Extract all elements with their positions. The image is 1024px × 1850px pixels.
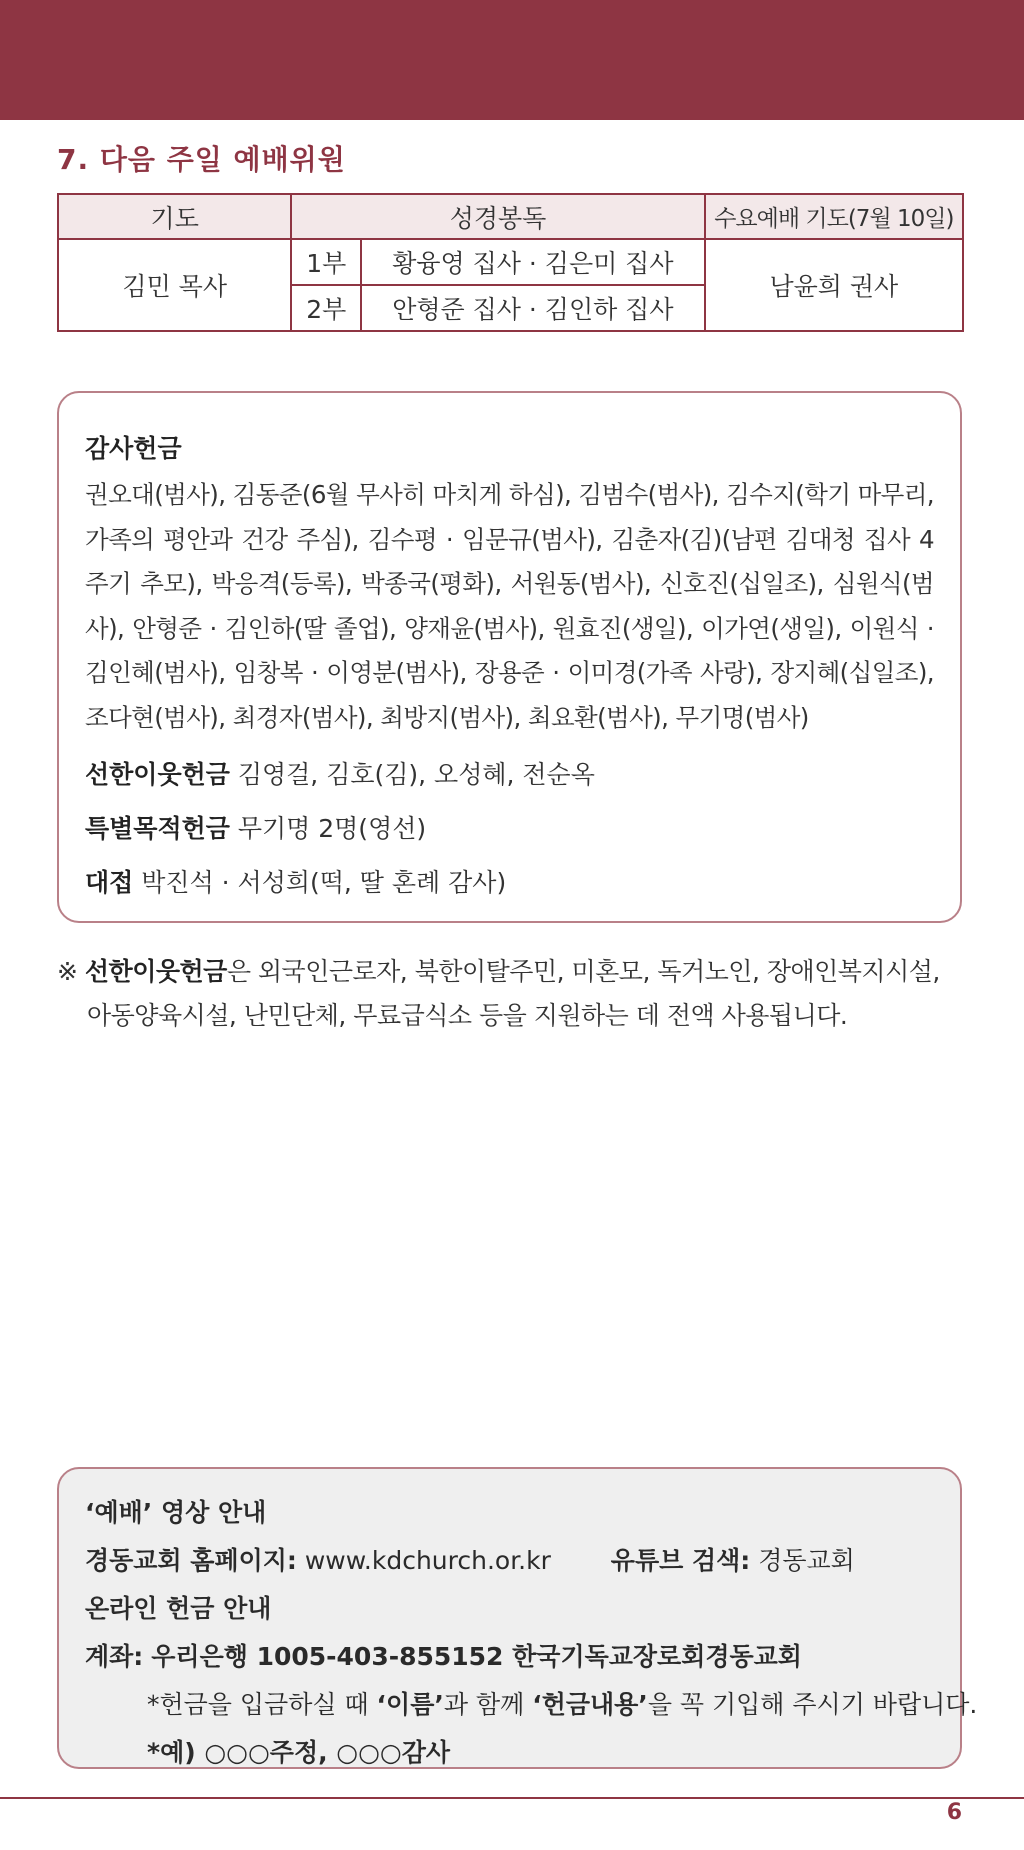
worship-committee-table — [57, 193, 964, 332]
neighbor-offering — [85, 755, 934, 795]
special-offering-label: 특별목적헌금 — [85, 813, 230, 843]
neighbor-offering-names: 김영걸, 김호(김), 오성혜, 전순옥 — [237, 759, 595, 789]
table-header-row — [58, 194, 963, 239]
special-offering-names: 무기명 2명(영선) — [237, 813, 427, 843]
notice-bold: 선한이웃헌금 — [84, 957, 227, 986]
section-title: 7. 다음 주일 예배위원 — [57, 143, 346, 176]
thanks-offering-list: 권오대(범사), 김동준(6월 무사히 마치게 하심), 김범수(범사), 김수지(학기 마무리, 가족의 평안과 건강 주심), 김수평 · 임문규(범사), 김춘자(김)(남편 김대청 집사 4주기 추모), 박응격(등록), 박종국(평화), 서원동(범사), 신호진(십일조), 심원식(범사), 안형준 · 김인하(딸 졸업), 양재윤(범사), 원효진(생일), 이가연(생일), 이원식 · 김인혜(범사), 임창복 · 이영분(범사), 장용준 · 이미경(가족 사랑), 장지혜(십일조), 조다현(범사), 최경자(범사), 최방지(범사), 최요환(범사), 무기명(범사) — [85, 480, 934, 732]
table-row — [58, 239, 963, 285]
reading-part: 1부 — [291, 239, 361, 285]
hospitality-names: 박진석 · 서성희(떡, 딸 혼례 감사) — [141, 867, 507, 897]
info-box — [57, 1467, 978, 1769]
online-offering-heading: 온라인 헌금 안내 — [85, 1594, 272, 1623]
offering-note: *헌금을 입금하실 때 ‘이름’과 함께 ‘헌금내용’을 꼭 기입해 주시기 바랍니다. — [147, 1690, 978, 1719]
reading-readers: 안형준 집사 · 김인하 집사 — [361, 285, 705, 331]
video-heading: ‘예배’ 영상 안내 — [85, 1498, 267, 1527]
reading-part: 2부 — [291, 285, 361, 331]
account-value: 우리은행 1005-403-855152 한국기독교장로회경동교회 — [151, 1642, 802, 1671]
homepage-link[interactable]: www.kdchurch.or.kr — [304, 1546, 551, 1575]
reading-readers: 황융영 집사 · 김은미 집사 — [361, 239, 705, 285]
special-offering — [85, 809, 934, 849]
header-prayer: 기도 — [58, 194, 291, 239]
thanks-offering-heading: 감사헌금 — [85, 434, 182, 463]
offering-example: *예) ○○○주정, ○○○감사 — [147, 1738, 451, 1767]
wednesday-leader: 남윤희 권사 — [705, 239, 963, 331]
notice-text: 은 외국인근로자, 북한이탈주민, 미혼모, 독거노인, 장애인복지시설, — [226, 957, 940, 986]
video-links — [85, 1537, 934, 1585]
reference-mark-icon: ※ — [57, 957, 78, 986]
neighbor-offering-notice — [57, 950, 962, 1038]
notice-line-2: 아동양육시설, 난민단체, 무료급식소 등을 지원하는 데 전액 사용됩니다. — [87, 1001, 848, 1030]
prayer-leader: 김민 목사 — [58, 239, 291, 331]
account-row — [85, 1633, 934, 1681]
header-band — [0, 0, 1024, 120]
account-label: 계좌: — [85, 1642, 144, 1671]
header-wednesday-prayer: 수요예배 기도(7월 10일) — [705, 194, 963, 239]
footer-divider — [0, 1797, 1024, 1799]
neighbor-offering-label: 선한이웃헌금 — [85, 759, 230, 789]
youtube-search-term: 경동교회 — [758, 1546, 855, 1575]
hospitality-label: 대접 — [85, 867, 134, 897]
header-bible-reading: 성경봉독 — [291, 194, 704, 239]
homepage-label: 경동교회 홈페이지: — [85, 1546, 297, 1575]
offerings-box — [57, 391, 962, 923]
youtube-label: 유튜브 검색: — [610, 1546, 751, 1575]
hospitality — [85, 863, 934, 903]
page-number: 6 — [946, 1800, 962, 1825]
notice-line-1 — [57, 950, 962, 994]
